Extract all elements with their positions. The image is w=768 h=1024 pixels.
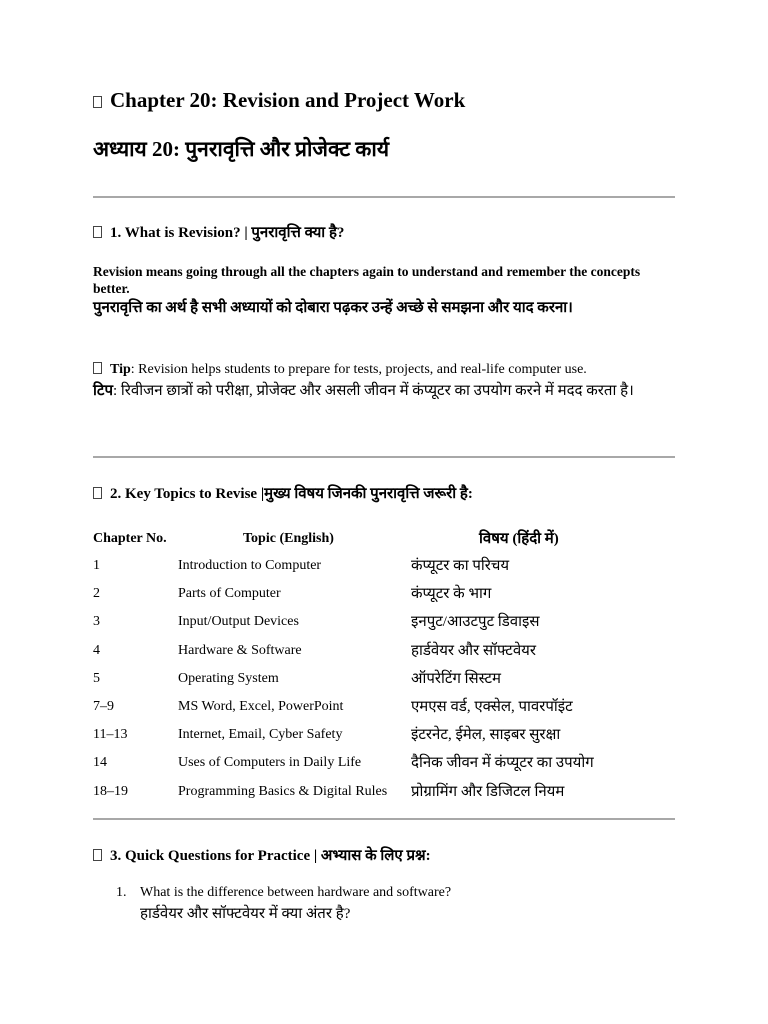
- table-cell-topic-hindi: इंटरनेट, ईमेल, साइबर सुरक्षा: [411, 727, 561, 743]
- table-header-topic-hindi: विषय (हिंदी में): [479, 531, 559, 547]
- tip-hindi: टिप: रिवीजन छात्रों को परीक्षा, प्रोजेक्ट और असली जीवन में कंप्यूटर का उपयोग करने में मदद करता है।: [93, 383, 634, 399]
- table-cell-chapter: 18–19: [93, 784, 128, 799]
- divider: [93, 818, 675, 820]
- table-cell-chapter: 2: [93, 586, 100, 601]
- page-title-hindi: अध्याय 20: पुनरावृत्ति और प्रोजेक्ट कार्य: [93, 137, 390, 161]
- table-cell-topic-hindi: प्रोग्रामिंग और डिजिटल नियम: [411, 784, 565, 800]
- table-cell-topic-english: Internet, Email, Cyber Safety: [178, 727, 343, 742]
- table-cell-topic-hindi: एमएस वर्ड, एक्सेल, पावरपॉइंट: [411, 699, 573, 715]
- table-cell-chapter: 1: [93, 558, 100, 573]
- tip-label: Tip: [110, 362, 131, 377]
- section-3-heading: 3. Quick Questions for Practice | अभ्यास के लिए प्रश्न:: [93, 845, 431, 865]
- table-cell-chapter: 7–9: [93, 699, 114, 714]
- table-header-chapter: Chapter No.: [93, 531, 167, 546]
- table-cell-topic-hindi: हार्डवेयर और सॉफ्टवेयर: [411, 643, 537, 659]
- table-cell-topic-hindi: कंप्यूटर के भाग: [411, 586, 492, 602]
- page-title-text: Chapter 20: Revision and Project Work: [110, 88, 466, 112]
- table-cell-topic-english: Programming Basics & Digital Rules: [178, 784, 388, 799]
- table-cell-topic-english: Introduction to Computer: [178, 558, 322, 573]
- question-english: What is the difference between hardware and software?: [140, 885, 452, 900]
- table-cell-topic-english: Uses of Computers in Daily Life: [178, 755, 362, 770]
- page-title: [93, 88, 465, 113]
- tip-english: Tip: Revision helps students to prepare for tests, projects, and real-life computer use.: [93, 362, 587, 378]
- missing-glyph-icon: [93, 226, 102, 238]
- missing-glyph-icon: [93, 362, 102, 374]
- table-cell-chapter: 4: [93, 643, 100, 658]
- table-cell-chapter: 11–13: [93, 727, 128, 742]
- question-number: 1.: [116, 885, 127, 900]
- divider: [93, 196, 675, 198]
- missing-glyph-icon: [93, 96, 102, 108]
- table-cell-topic-english: Operating System: [178, 671, 279, 686]
- missing-glyph-icon: [93, 849, 102, 861]
- table-cell-topic-hindi: दैनिक जीवन में कंप्यूटर का उपयोग: [411, 755, 594, 771]
- section-1-heading: 1. What is Revision? | पुनरावृत्ति क्या है?: [93, 222, 344, 242]
- table-cell-chapter: 5: [93, 671, 100, 686]
- divider: [93, 456, 675, 458]
- table-cell-chapter: 14: [93, 755, 107, 770]
- table-header-topic-english: Topic (English): [243, 531, 334, 546]
- missing-glyph-icon: [93, 487, 102, 499]
- table-cell-topic-english: Input/Output Devices: [178, 614, 299, 629]
- tip-label-hindi: टिप: [93, 383, 113, 399]
- section-1-paragraph-hindi: पुनरावृत्ति का अर्थ है सभी अध्यायों को दोबारा पढ़कर उन्हें अच्छे से समझना और याद करना।: [93, 300, 573, 316]
- table-cell-topic-english: MS Word, Excel, PowerPoint: [178, 699, 344, 714]
- section-1-paragraph-english: Revision means going through all the chapters again to understand and remember the concepts better.: [93, 264, 641, 296]
- section-2-heading: 2. Key Topics to Revise |मुख्य विषय जिनकी पुनरावृत्ति जरूरी है:: [93, 483, 473, 503]
- table-cell-topic-english: Hardware & Software: [178, 643, 302, 658]
- table-cell-topic-hindi: ऑपरेटिंग सिस्टम: [411, 671, 502, 687]
- table-cell-topic-english: Parts of Computer: [178, 586, 281, 601]
- table-cell-chapter: 3: [93, 614, 100, 629]
- table-cell-topic-hindi: इनपुट/आउटपुट डिवाइस: [411, 614, 540, 630]
- table-cell-topic-hindi: कंप्यूटर का परिचय: [411, 558, 510, 574]
- question-hindi: हार्डवेयर और सॉफ्टवेयर में क्या अंतर है?: [140, 906, 351, 922]
